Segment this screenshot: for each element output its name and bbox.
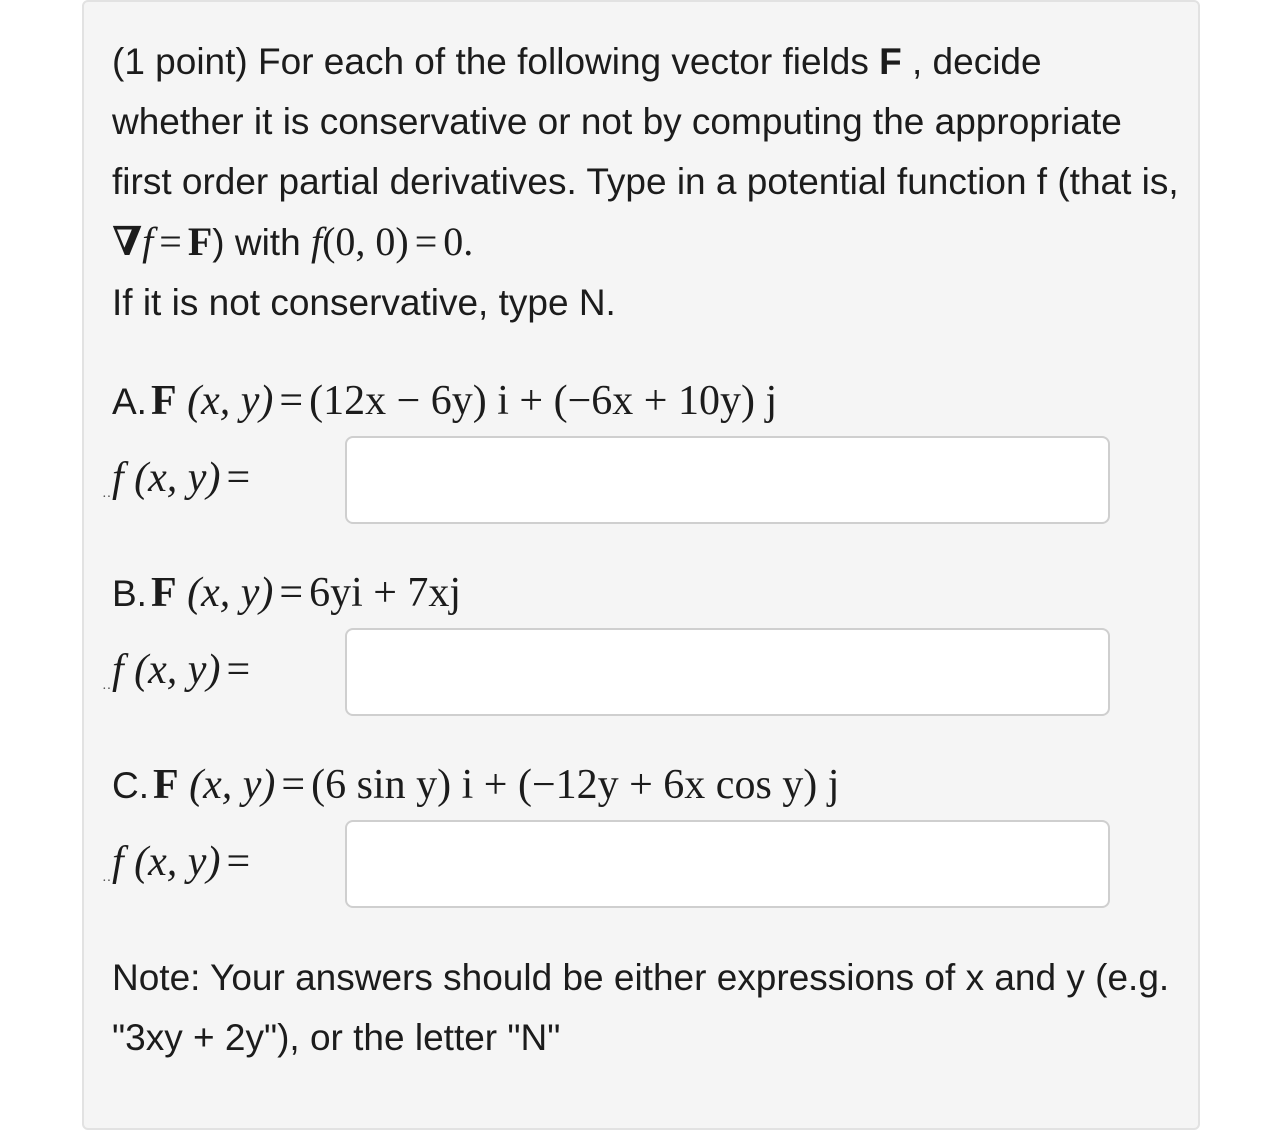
intro-vector-F: F — [879, 41, 902, 82]
intro-equals: = — [159, 219, 182, 264]
answer-input-a[interactable] — [345, 436, 1110, 524]
intro-part2: , decide whether it is conservative or not by computing the appropriate first order partial derivatives. Type in a potential function f (that is, — [112, 41, 1179, 202]
answer-input-b[interactable] — [345, 628, 1110, 716]
question-b-f-label: f (x, y) — [112, 647, 221, 693]
intro-F2: F — [187, 219, 213, 264]
question-a-F: F — [150, 378, 177, 424]
question-a-equals: = — [279, 378, 304, 424]
answer-note: Note: Your answers should be either expressions of x and y (e.g. "3xy + 2y"), or the letter "N" — [112, 957, 1170, 1058]
question-c-label: C. — [112, 765, 149, 806]
answer-input-c[interactable] — [345, 820, 1110, 908]
question-b-f-equals: = — [226, 647, 251, 693]
question-c-f-label: f (x, y) — [112, 839, 221, 885]
cond-args: (0, 0) — [322, 219, 409, 264]
intro-part1: (1 point) For each of the following vector fields — [112, 41, 880, 82]
question-a-f-label: f (x, y) — [112, 455, 221, 501]
question-b-args: (x, y) — [187, 570, 274, 616]
question-b-label: B. — [112, 573, 147, 614]
question-a-args: (x, y) — [187, 378, 274, 424]
question-c-f-equals: = — [226, 839, 251, 885]
question-b-F: F — [150, 570, 177, 616]
question-c-dots: ·· — [102, 874, 112, 889]
question-b-field — [112, 564, 461, 622]
intro-part4: If it is not conservative, type N. — [112, 282, 616, 323]
question-a-field — [112, 372, 777, 430]
question-a-answer-row — [112, 434, 256, 522]
question-b-rhs: 6yi + 7xj — [309, 570, 462, 616]
intro-part3: ) with — [212, 222, 311, 263]
intro-f: f — [142, 219, 154, 264]
question-a-dots: ·· — [102, 490, 112, 505]
question-b-answer-row — [112, 626, 256, 714]
cond-f: f — [310, 219, 323, 264]
cond-value: 0. — [443, 219, 474, 264]
problem-intro — [112, 32, 1182, 333]
nabla-symbol: ∇ — [112, 219, 143, 264]
question-c-rhs: (6 sin y) i + (−12y + 6x cos y) j — [311, 762, 840, 808]
question-a-label: A. — [112, 381, 147, 422]
question-c-answer-row — [112, 818, 256, 906]
question-b-equals: = — [279, 570, 304, 616]
question-c-args: (x, y) — [189, 762, 276, 808]
question-c-F: F — [153, 762, 179, 808]
question-c-field — [112, 756, 839, 814]
cond-equals: = — [414, 219, 438, 264]
question-b-dots: ·· — [102, 682, 112, 697]
question-a-f-equals: = — [226, 455, 251, 501]
question-a-rhs: (12x − 6y) i + (−6x + 10y) j — [309, 378, 778, 424]
question-c-equals: = — [281, 762, 306, 808]
